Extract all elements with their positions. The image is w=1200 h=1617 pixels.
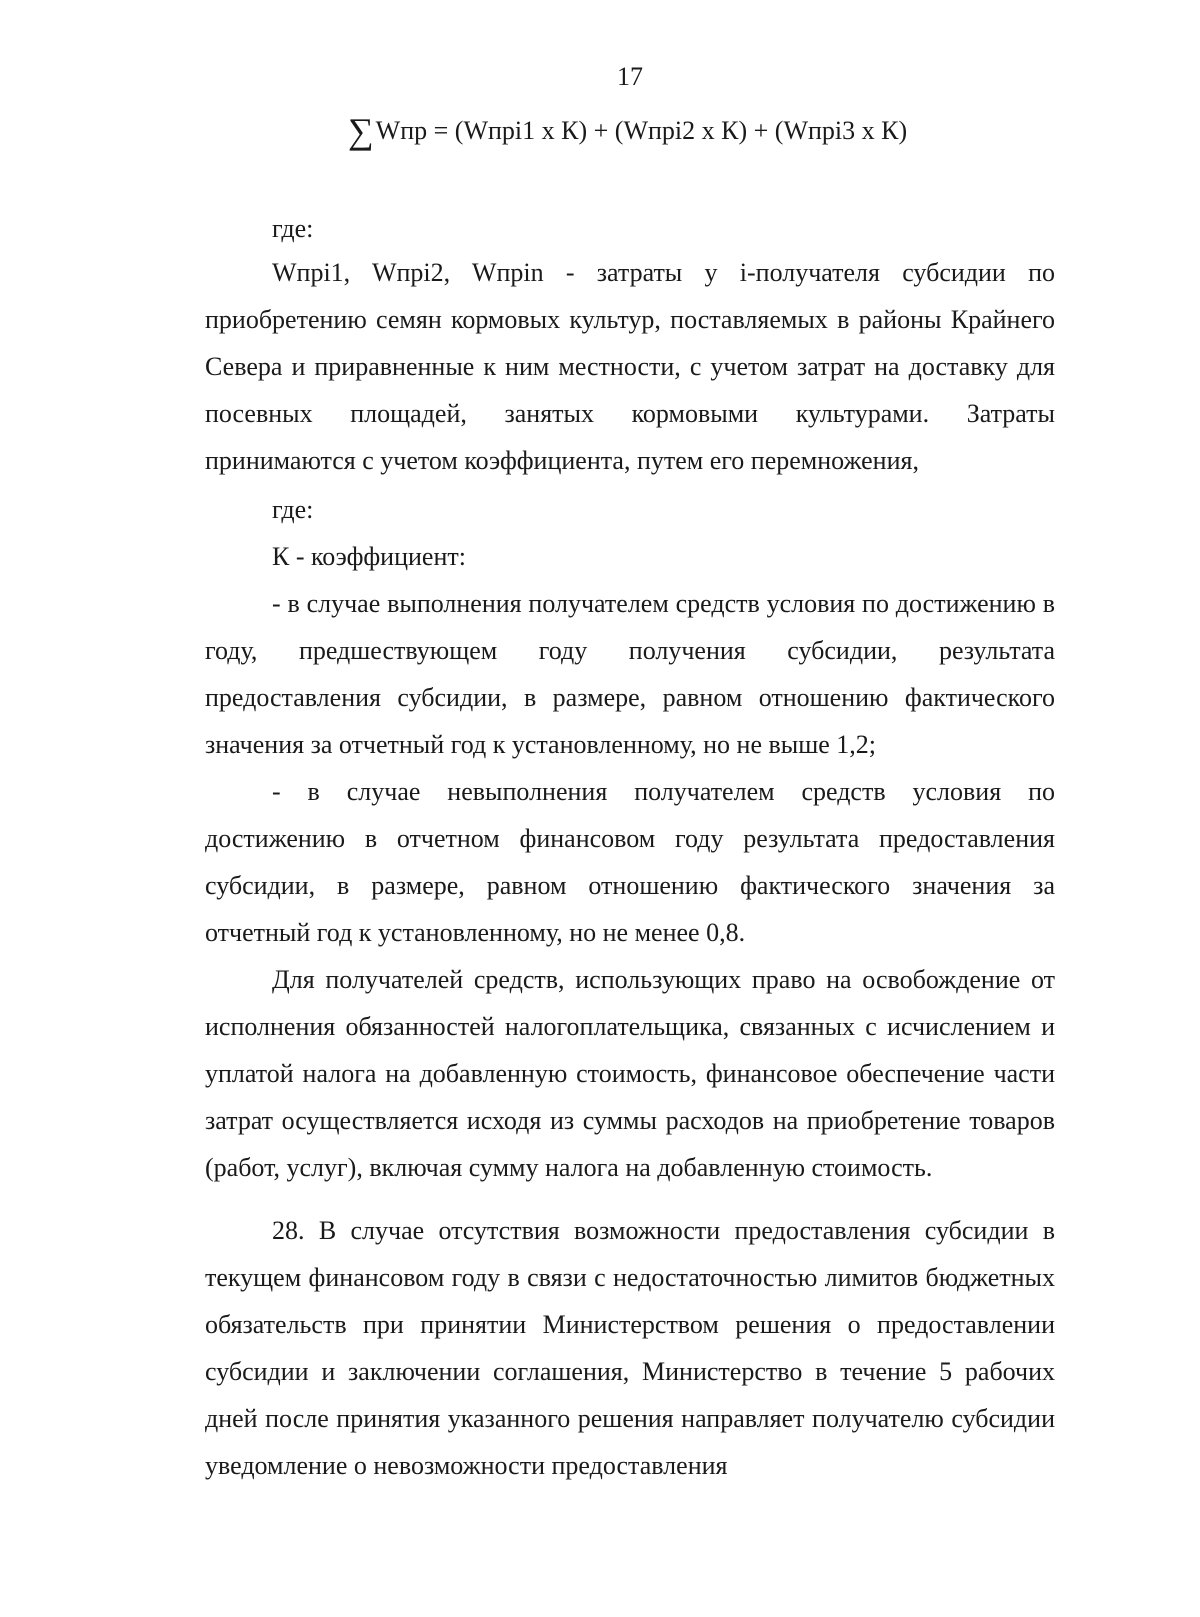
coefficient-label: К - коэффициент: bbox=[272, 542, 466, 571]
where-label: где: bbox=[272, 214, 314, 243]
paragraph-item-28 bbox=[205, 1207, 1055, 1489]
case-not-fulfilled-text: - в случае невыполнения получателем средств условия по достижению в отчетном финансовом году результата предоставления субсидии, в размере, равном отношению фактического значения за отчетный год к установленному, но не менее 0,8. bbox=[205, 777, 1055, 947]
sigma-symbol: ∑ bbox=[348, 111, 374, 151]
formula-expression: Wпр = (Wпрi1 x К) + (Wпрi2 x К) + (Wпрi3 x К) bbox=[375, 116, 908, 145]
paragraph-group-coefficient bbox=[205, 486, 1055, 1191]
page-number: 17 bbox=[617, 62, 643, 91]
where-label-2: где: bbox=[272, 495, 314, 524]
formula bbox=[348, 110, 907, 152]
definition-text: Wпрi1, Wпрi2, Wпрin - затраты у i-получателя субсидии по приобретению семян кормовых культур, поставляемых в районы Крайнего Севера и приравненные к ним местности, с учетом затрат на доставку для посевных площадей, занятых кормовыми культурами. Затраты принимаются с учетом коэффициента, путем его перемножения, bbox=[205, 258, 1055, 475]
paragraph-where-1 bbox=[205, 205, 1055, 252]
vat-exemption-text: Для получателей средств, использующих право на освобождение от исполнения обязанностей налогоплательщика, связанных с исчислением и уплатой налога на добавленную стоимость, финансовое обеспечение части затрат осуществляется исходя из суммы расходов на приобретение товаров (работ, услуг), включая сумму налога на добавленную стоимость. bbox=[205, 965, 1055, 1182]
item-28-text: 28. В случае отсутствия возможности предоставления субсидии в текущем финансовом году в связи с недостаточностью лимитов бюджетных обязательств при принятии Министерством решения о предоставлении субсидии и заключении соглашения, Министерство в течение 5 рабочих дней после принятия указанного решения направляет получателю субсидии уведомление о невозможности предоставления bbox=[205, 1216, 1055, 1480]
case-fulfilled-text: - в случае выполнения получателем средств условия по достижению в году, предшествующем году получения субсидии, результата предоставления субсидии, в размере, равном отношению фактического значения за отчетный год к установленному, но не выше 1,2; bbox=[205, 589, 1055, 759]
paragraph-definition bbox=[205, 249, 1055, 484]
